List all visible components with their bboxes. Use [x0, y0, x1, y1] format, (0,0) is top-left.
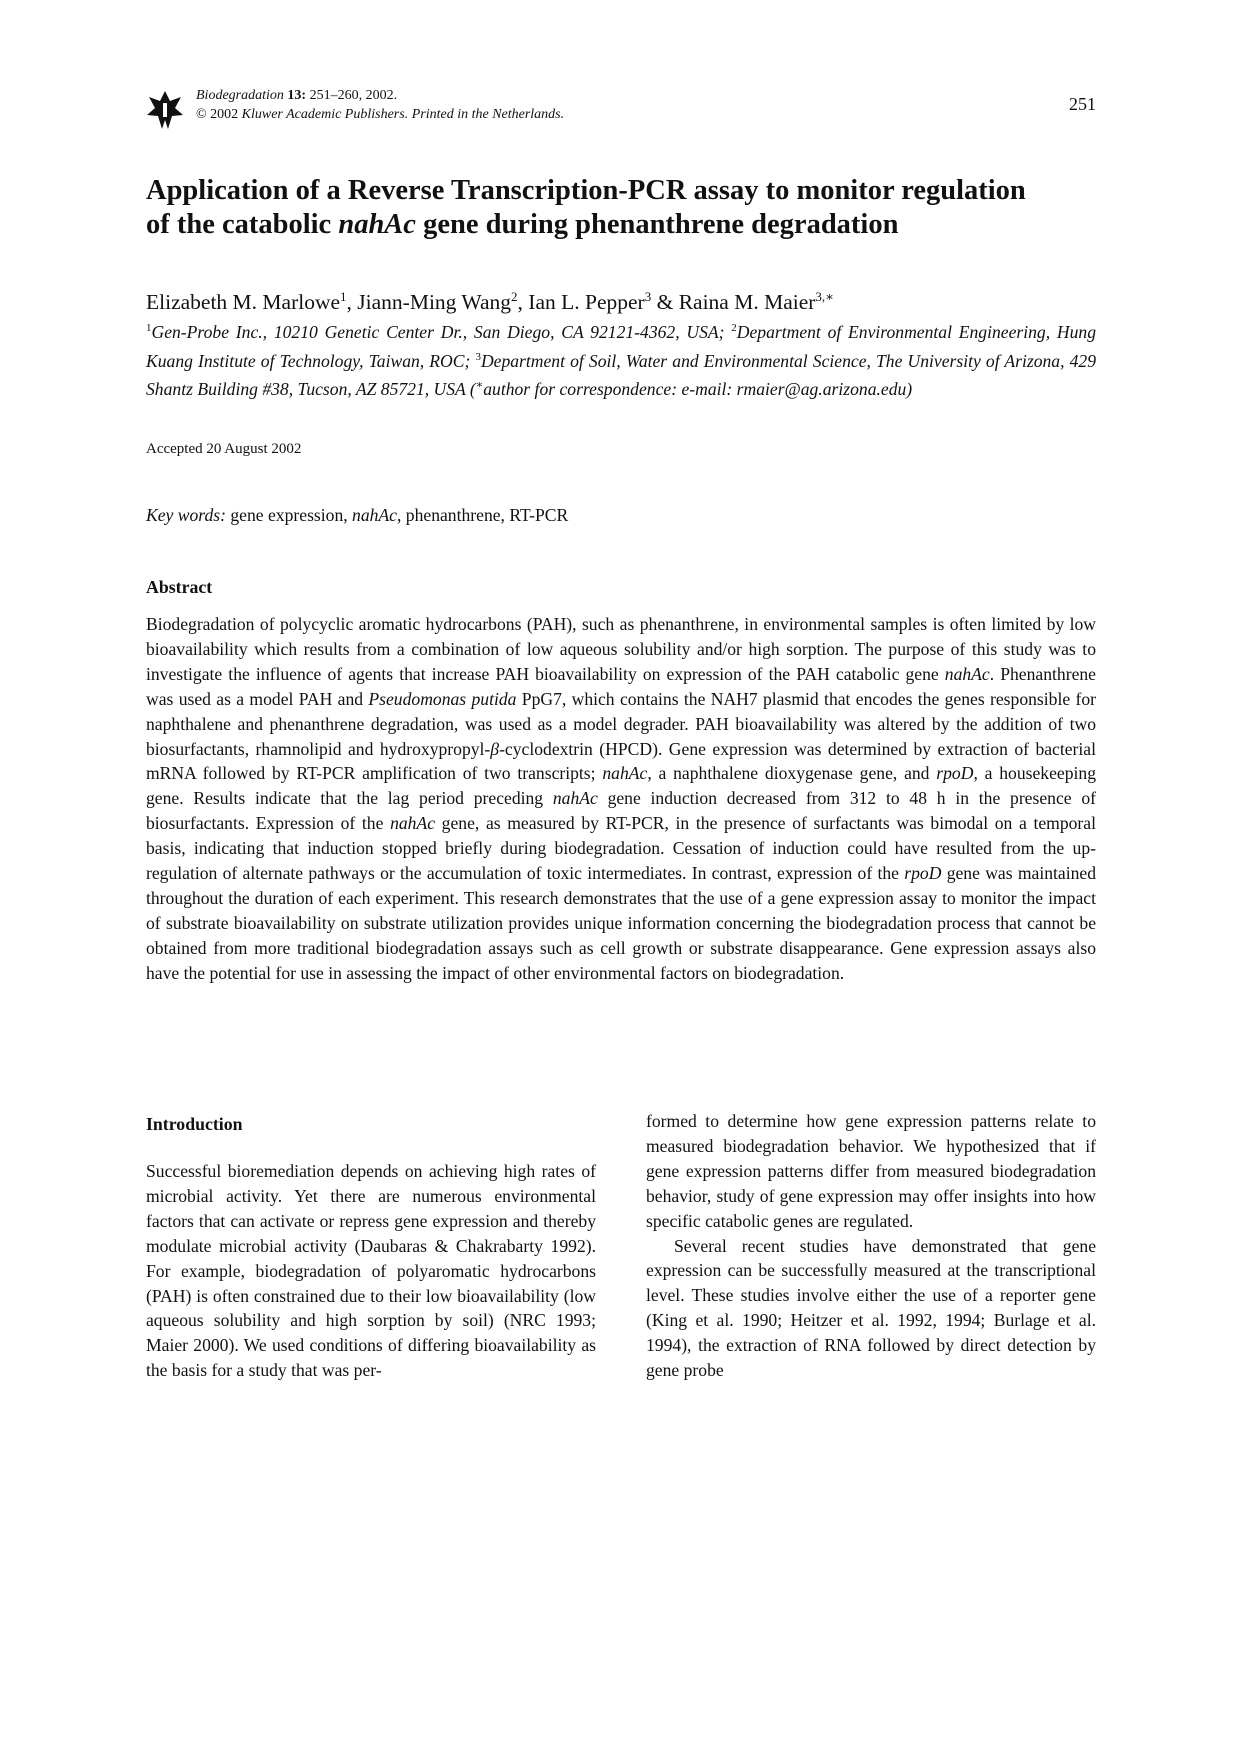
intro-paragraph-2: Several recent studies have demonstrated that gene expression can be successfully measured at the transcriptional level. These studies involve either the use of a reporter gene (King et al. 1990; Heitzer et al. 1992, 1994; Burlage et al. 1994), the extraction of RNA followed by direct detection by gene probe [646, 1235, 1096, 1381]
page-number: 251 [1069, 94, 1096, 114]
affil-sup: 1 [146, 322, 152, 334]
copyright: © 2002 [196, 107, 239, 122]
abstract-italic: β [490, 738, 500, 759]
running-header [146, 86, 1096, 132]
author-3: Ian L. Pepper [528, 290, 645, 315]
author-4: Raina M. Maier [678, 290, 816, 315]
title-line-2b: gene during phenanthrene degradation [415, 209, 899, 240]
introduction-heading: Introduction [146, 1114, 243, 1134]
journal-pages: 251–260, 2002. [309, 88, 398, 103]
title-line-2a: of the catabolic [146, 209, 339, 240]
affil-sup: 2 [731, 322, 737, 334]
publisher: Kluwer Academic Publishers. [241, 107, 409, 122]
abstract-italic: nahAc [944, 663, 990, 684]
author-1: Elizabeth M. Marlowe [146, 290, 341, 315]
title-gene: nahAc [338, 209, 416, 240]
abstract-text: , a naphthalene dioxygenase gene, and [647, 763, 937, 784]
abstract-text: . Phenanthrene was used as a model PAH and [146, 663, 1096, 709]
journal-volume: 13: [287, 88, 307, 103]
left-column [146, 1159, 596, 1383]
intro-paragraph-1: Successful bioremediation depends on achieving high rates of microbial activity. Yet there are numerous environmental factors that can activate or repress gene expression and thereby modulate microbial activity (Daubaras & Chakrabarty 1992). For example, biodegradation of polyaromatic hydrocarbons (PAH) is often constrained due to their low bioavailability (low aqueous solubility and high sorption by soil) (NRC 1993; Maier 2000). We used conditions of differing bioavailability as the basis for a study that was per- [146, 1161, 596, 1381]
title-line-1: Application of a Reverse Transcription-PCR assay to monitor regulation [146, 175, 1026, 206]
abstract-text: gene was maintained throughout the duration of each experiment. This research demonstrates that the use of a gene expression assay to monitor the impact of substrate bioavailability on substrate utilization provides unique information concerning the biodegradation process that cannot be obtained from more traditional biodegradation assays such as cell growth or substrate disappearance. Gene expression assays also have the potential for use in assessing the impact of other environmental factors on biodegradation. [146, 863, 1097, 983]
affil-star: ∗ [475, 379, 484, 392]
author-2: Jiann-Ming Wang [357, 290, 512, 315]
abstract-heading: Abstract [146, 577, 213, 597]
abstract-italic: rpoD [904, 863, 942, 884]
author-3-sup: 3 [644, 289, 652, 304]
abstract-italic: Pseudomonas putida [368, 688, 517, 709]
abstract-italic: nahAc [602, 763, 648, 784]
publisher-logo-icon [146, 89, 184, 131]
author-2-sup: 2 [511, 289, 518, 304]
author-list [146, 289, 1096, 315]
affil-2: Department of Environmental Engineering, Hung Kuang Institute of Technology, Taiwan, ROC; [146, 321, 1096, 371]
journal-citation [196, 86, 564, 124]
keyword-gene: nahAc [352, 505, 397, 525]
journal-name: Biodegradation [196, 88, 284, 103]
abstract-italic: nahAc [552, 788, 598, 809]
abstract-italic: rpoD [936, 763, 974, 784]
author-sep: , [346, 290, 358, 315]
accepted-date: Accepted 20 August 2002 [146, 441, 302, 457]
abstract-text: gene induction decreased from 312 to 48 h in the presence of biosurfactants. Expression of the [146, 788, 1096, 834]
author-1-sup: 1 [340, 289, 347, 304]
abstract-text: -cyclodextrin (HPCD). Gene expression was determined by extraction of bacterial mRNA followed by RT-PCR amplification of two transcripts; [146, 738, 1097, 784]
author-sep: , [517, 290, 529, 315]
abstract-text: PpG7, which contains the NAH7 plasmid that encodes the genes responsible for naphthalene and phenanthrene degradation, was used as a model degrader. PAH bioavailability was altered by the addition of two biosurfactants, rhamnolipid and hydroxypropyl- [146, 688, 1096, 759]
keyword-text: gene expression, [225, 505, 353, 525]
right-column [646, 1109, 1096, 1383]
author-4-sup: 3,∗ [815, 289, 835, 304]
paper-title [146, 174, 1096, 242]
abstract-body [146, 612, 1096, 986]
keywords [146, 505, 568, 526]
affil-sup: 3 [475, 350, 481, 363]
abstract-text: Biodegradation of polycyclic aromatic hydrocarbons (PAH), such as phenanthrene, in environmental samples is often limited by low bioavailability which results from a combination of low aqueous solubility and/or high sorption. The purpose of this study was to investigate the influence of agents that increase PAH bioavailability on expression of the PAH catabolic gene [146, 614, 1096, 684]
affiliations [146, 316, 1096, 402]
abstract-text: gene, as measured by RT-PCR, in the presence of surfactants was bimodal on a temporal basis, indicating that induction stopped briefly during biodegradation. Cessation of induction could have resulted from the up-regulation of alternate pathways or the accumulation of toxic intermediates. In contrast, expression of the [146, 813, 1096, 884]
keyword-text: , phenanthrene, RT-PCR [397, 505, 569, 525]
abstract-italic: nahAc [390, 813, 436, 834]
affil-3: Department of Soil, Water and Environmental Science, The University of Arizona, 429 Shantz Building #38, Tucson, AZ 85721, USA ( [146, 350, 1097, 400]
intro-paragraph-1-continued: formed to determine how gene expression patterns relate to measured biodegradation behavior. We hypothesized that if gene expression patterns differ from measured biodegradation behavior, study of gene expression may offer insights into how specific catabolic genes are regulated. [646, 1111, 1096, 1231]
keywords-label: Key words: [146, 505, 226, 525]
abstract-text: , a housekeeping gene. Results indicate that the lag period preceding [146, 763, 1096, 809]
author-sep: & [651, 290, 679, 315]
correspondence: author for correspondence: e-mail: rmaier@ag.arizona.edu) [483, 379, 913, 400]
affil-1: Gen-Probe Inc., 10210 Genetic Center Dr., San Diego, CA 92121-4362, USA; [151, 321, 732, 342]
printed-note: Printed in the Netherlands. [411, 107, 565, 122]
